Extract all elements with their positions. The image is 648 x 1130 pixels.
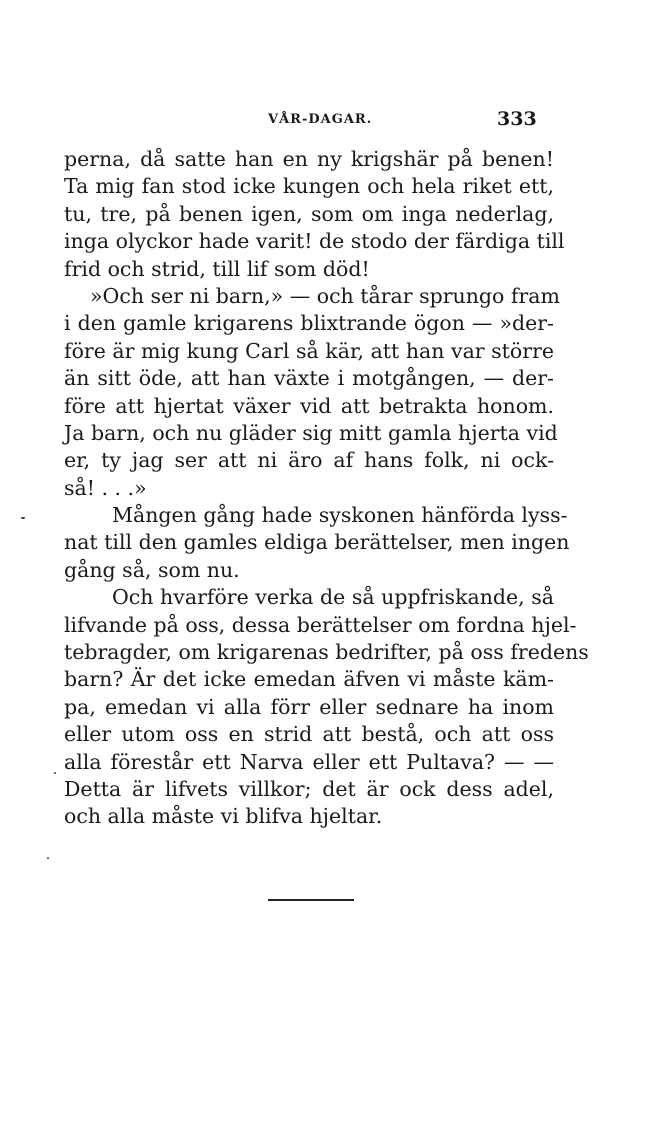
- ink-speck: [47, 857, 49, 859]
- text-line: så! . . .»: [64, 475, 147, 500]
- ink-speck: [54, 772, 56, 774]
- text-line: barn? Är det icke emedan äfven vi måste käm-: [64, 667, 554, 692]
- section-end-rule: [268, 899, 354, 901]
- ink-speck: [21, 517, 25, 519]
- page-number: 333: [497, 108, 537, 130]
- text-line: Mången gång hade syskonen hänförda lyss-: [112, 503, 568, 528]
- text-line: före att hjertat växer vid att betrakta honom.: [64, 393, 554, 418]
- text-line: tu, tre, på benen igen, som om inga nederlag,: [64, 201, 554, 226]
- text-line: er, ty jag ser att ni äro af hans folk, ni ock-: [64, 448, 554, 473]
- text-line: perna, då satte han en ny krigshär på benen!: [64, 147, 554, 171]
- text-line: än sitt öde, att han växte i motgången, — der-: [64, 366, 554, 391]
- text-line: tebragder, om krigarenas bedrifter, på oss fredens: [64, 640, 589, 665]
- text-line: alla förestår ett Narva eller ett Pultava? — —: [64, 749, 554, 774]
- body-text: [64, 146, 589, 831]
- text-line: gång så, som nu.: [64, 557, 240, 582]
- text-line: »Och ser ni barn,» — och tårar sprungo fram: [90, 283, 560, 308]
- text-line: och alla måste vi blifva hjeltar.: [64, 804, 383, 829]
- running-title: VÅR-DAGAR.: [268, 112, 373, 127]
- text-line: pa, emedan vi alla förr eller sednare ha inom: [64, 694, 554, 719]
- text-line: lifvande på oss, dessa berättelser om fordna hjel-: [64, 612, 577, 637]
- text-line: inga olyckor hade varit! de stodo der färdiga till: [64, 229, 565, 254]
- text-line: Ja barn, och nu gläder sig mitt gamla hjerta vid: [64, 420, 558, 445]
- text-line: före är mig kung Carl så kär, att han var större: [64, 338, 554, 363]
- text-line: Detta är lifvets villkor; det är ock dess adel,: [64, 776, 554, 801]
- running-header: [0, 108, 648, 132]
- text-line: eller utom oss en strid att bestå, och att oss: [64, 722, 554, 747]
- text-line: Och hvarföre verka de så uppfriskande, så: [112, 585, 554, 610]
- text-line: Ta mig fan stod icke kungen och hela riket ett,: [64, 174, 554, 199]
- text-line: i den gamle krigarens blixtrande ögon — »der-: [64, 311, 554, 336]
- text-line: frid och strid, till lif som död!: [64, 256, 370, 281]
- text-line: nat till den gamles eldiga berättelser, men ingen: [64, 530, 570, 555]
